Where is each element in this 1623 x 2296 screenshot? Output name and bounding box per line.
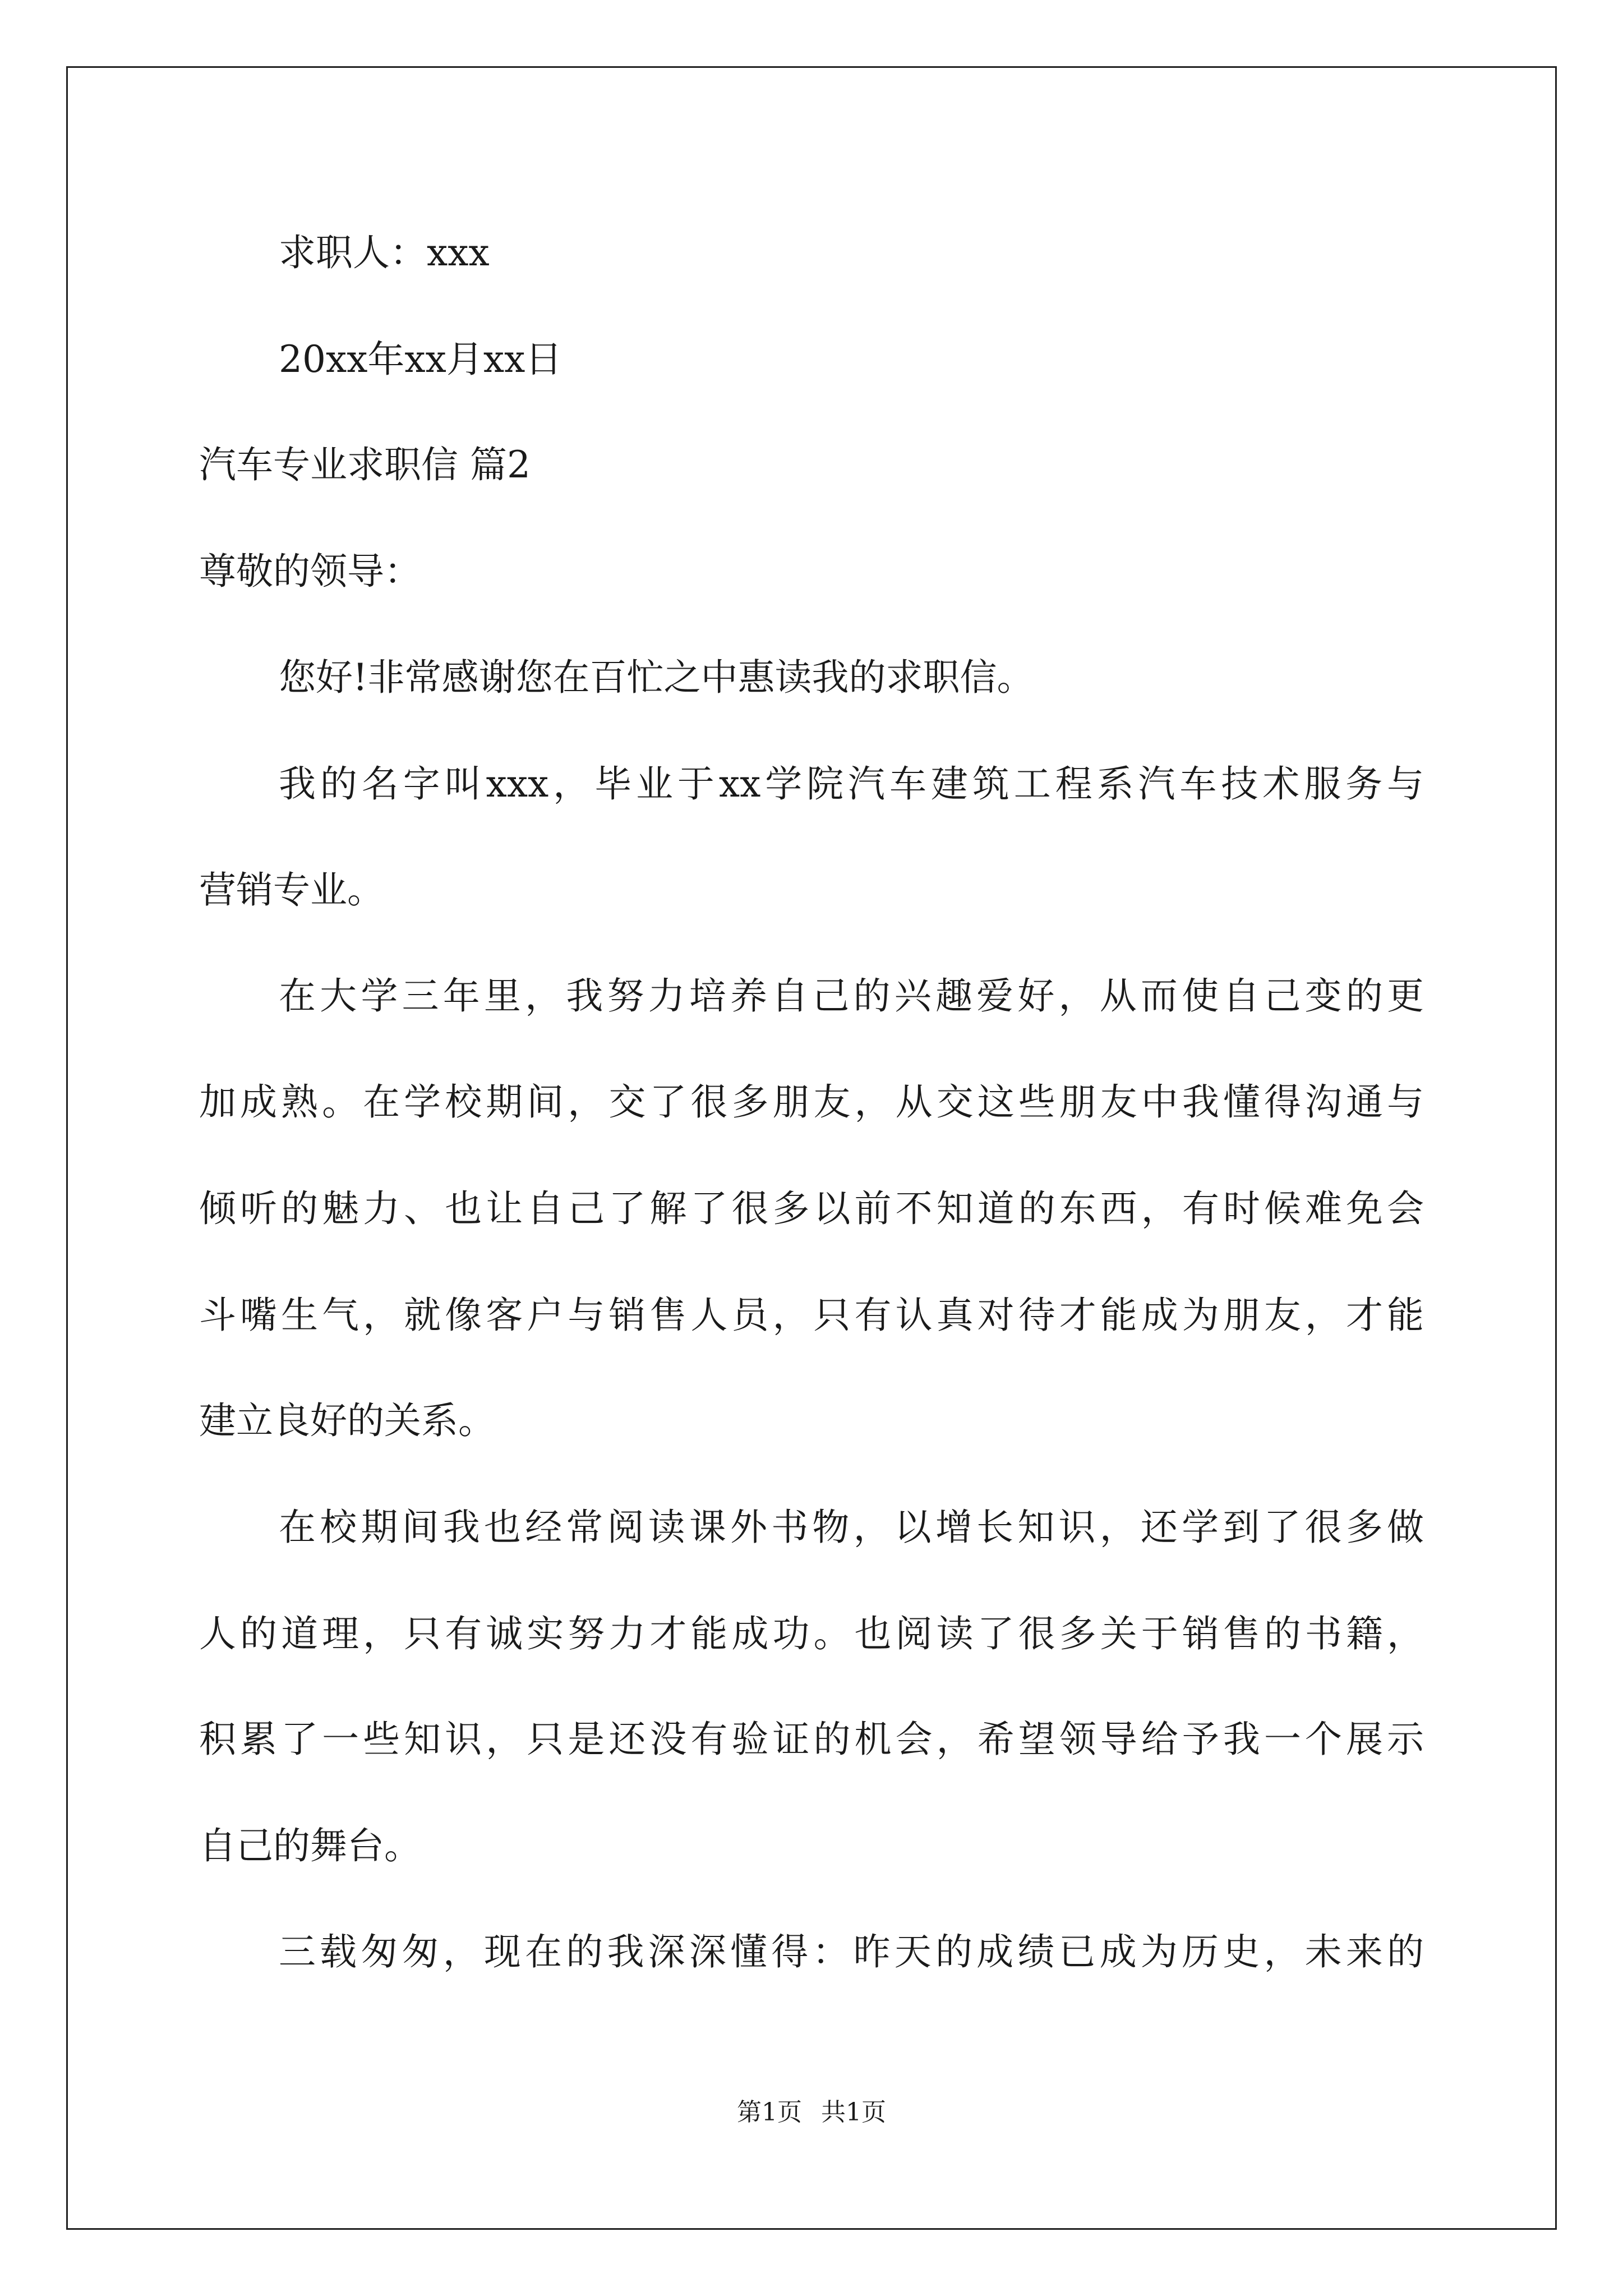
paragraph-line: 积累了一些知识，只是还没有验证的机会，希望领导给予我一个展示 <box>199 1718 1424 1761</box>
paragraph-line: 在校期间我也经常阅读课外书物，以增长知识，还学到了很多做 <box>279 1506 1424 1549</box>
paragraph-line: 自己的舞台。 <box>199 1824 421 1867</box>
paragraph-line: 人的道理，只有诚实努力才能成功。也阅读了很多关于销售的书籍， <box>199 1612 1424 1655</box>
salutation: 尊敬的领导： <box>199 550 421 593</box>
paragraph-line: 营销专业。 <box>199 868 384 912</box>
section-title: 汽车专业求职信 篇2 <box>199 443 531 486</box>
page-border <box>66 66 1557 2230</box>
paragraph-line: 建立良好的关系。 <box>199 1399 495 1442</box>
paragraph-line: 三载匆匆，现在的我深深懂得：昨天的成绩已成为历史，未来的 <box>279 1930 1424 1973</box>
paragraph-line: 在大学三年里，我努力培养自己的兴趣爱好，从而使自己变的更 <box>279 974 1424 1018</box>
paragraph-line: 您好!非常感谢您在百忙之中惠读我的求职信。 <box>279 656 1034 699</box>
paragraph-line: 倾听的魅力、也让自己了解了很多以前不知道的东西，有时候难免会 <box>199 1187 1424 1230</box>
paragraph-line: 我的名字叫xxx，毕业于xx学院汽车建筑工程系汽车技术服务与 <box>279 762 1424 806</box>
paragraph-line: 加成熟。在学校期间，交了很多朋友，从交这些朋友中我懂得沟通与 <box>199 1080 1424 1124</box>
applicant-line: 求职人：xxx <box>279 231 490 274</box>
date-line: 20xx年xx月xx日 <box>279 338 562 381</box>
paragraph-line: 斗嘴生气，就像客户与销售人员，只有认真对待才能成为朋友，才能 <box>199 1294 1424 1337</box>
page-footer: 第1页 共1页 <box>737 2098 886 2127</box>
